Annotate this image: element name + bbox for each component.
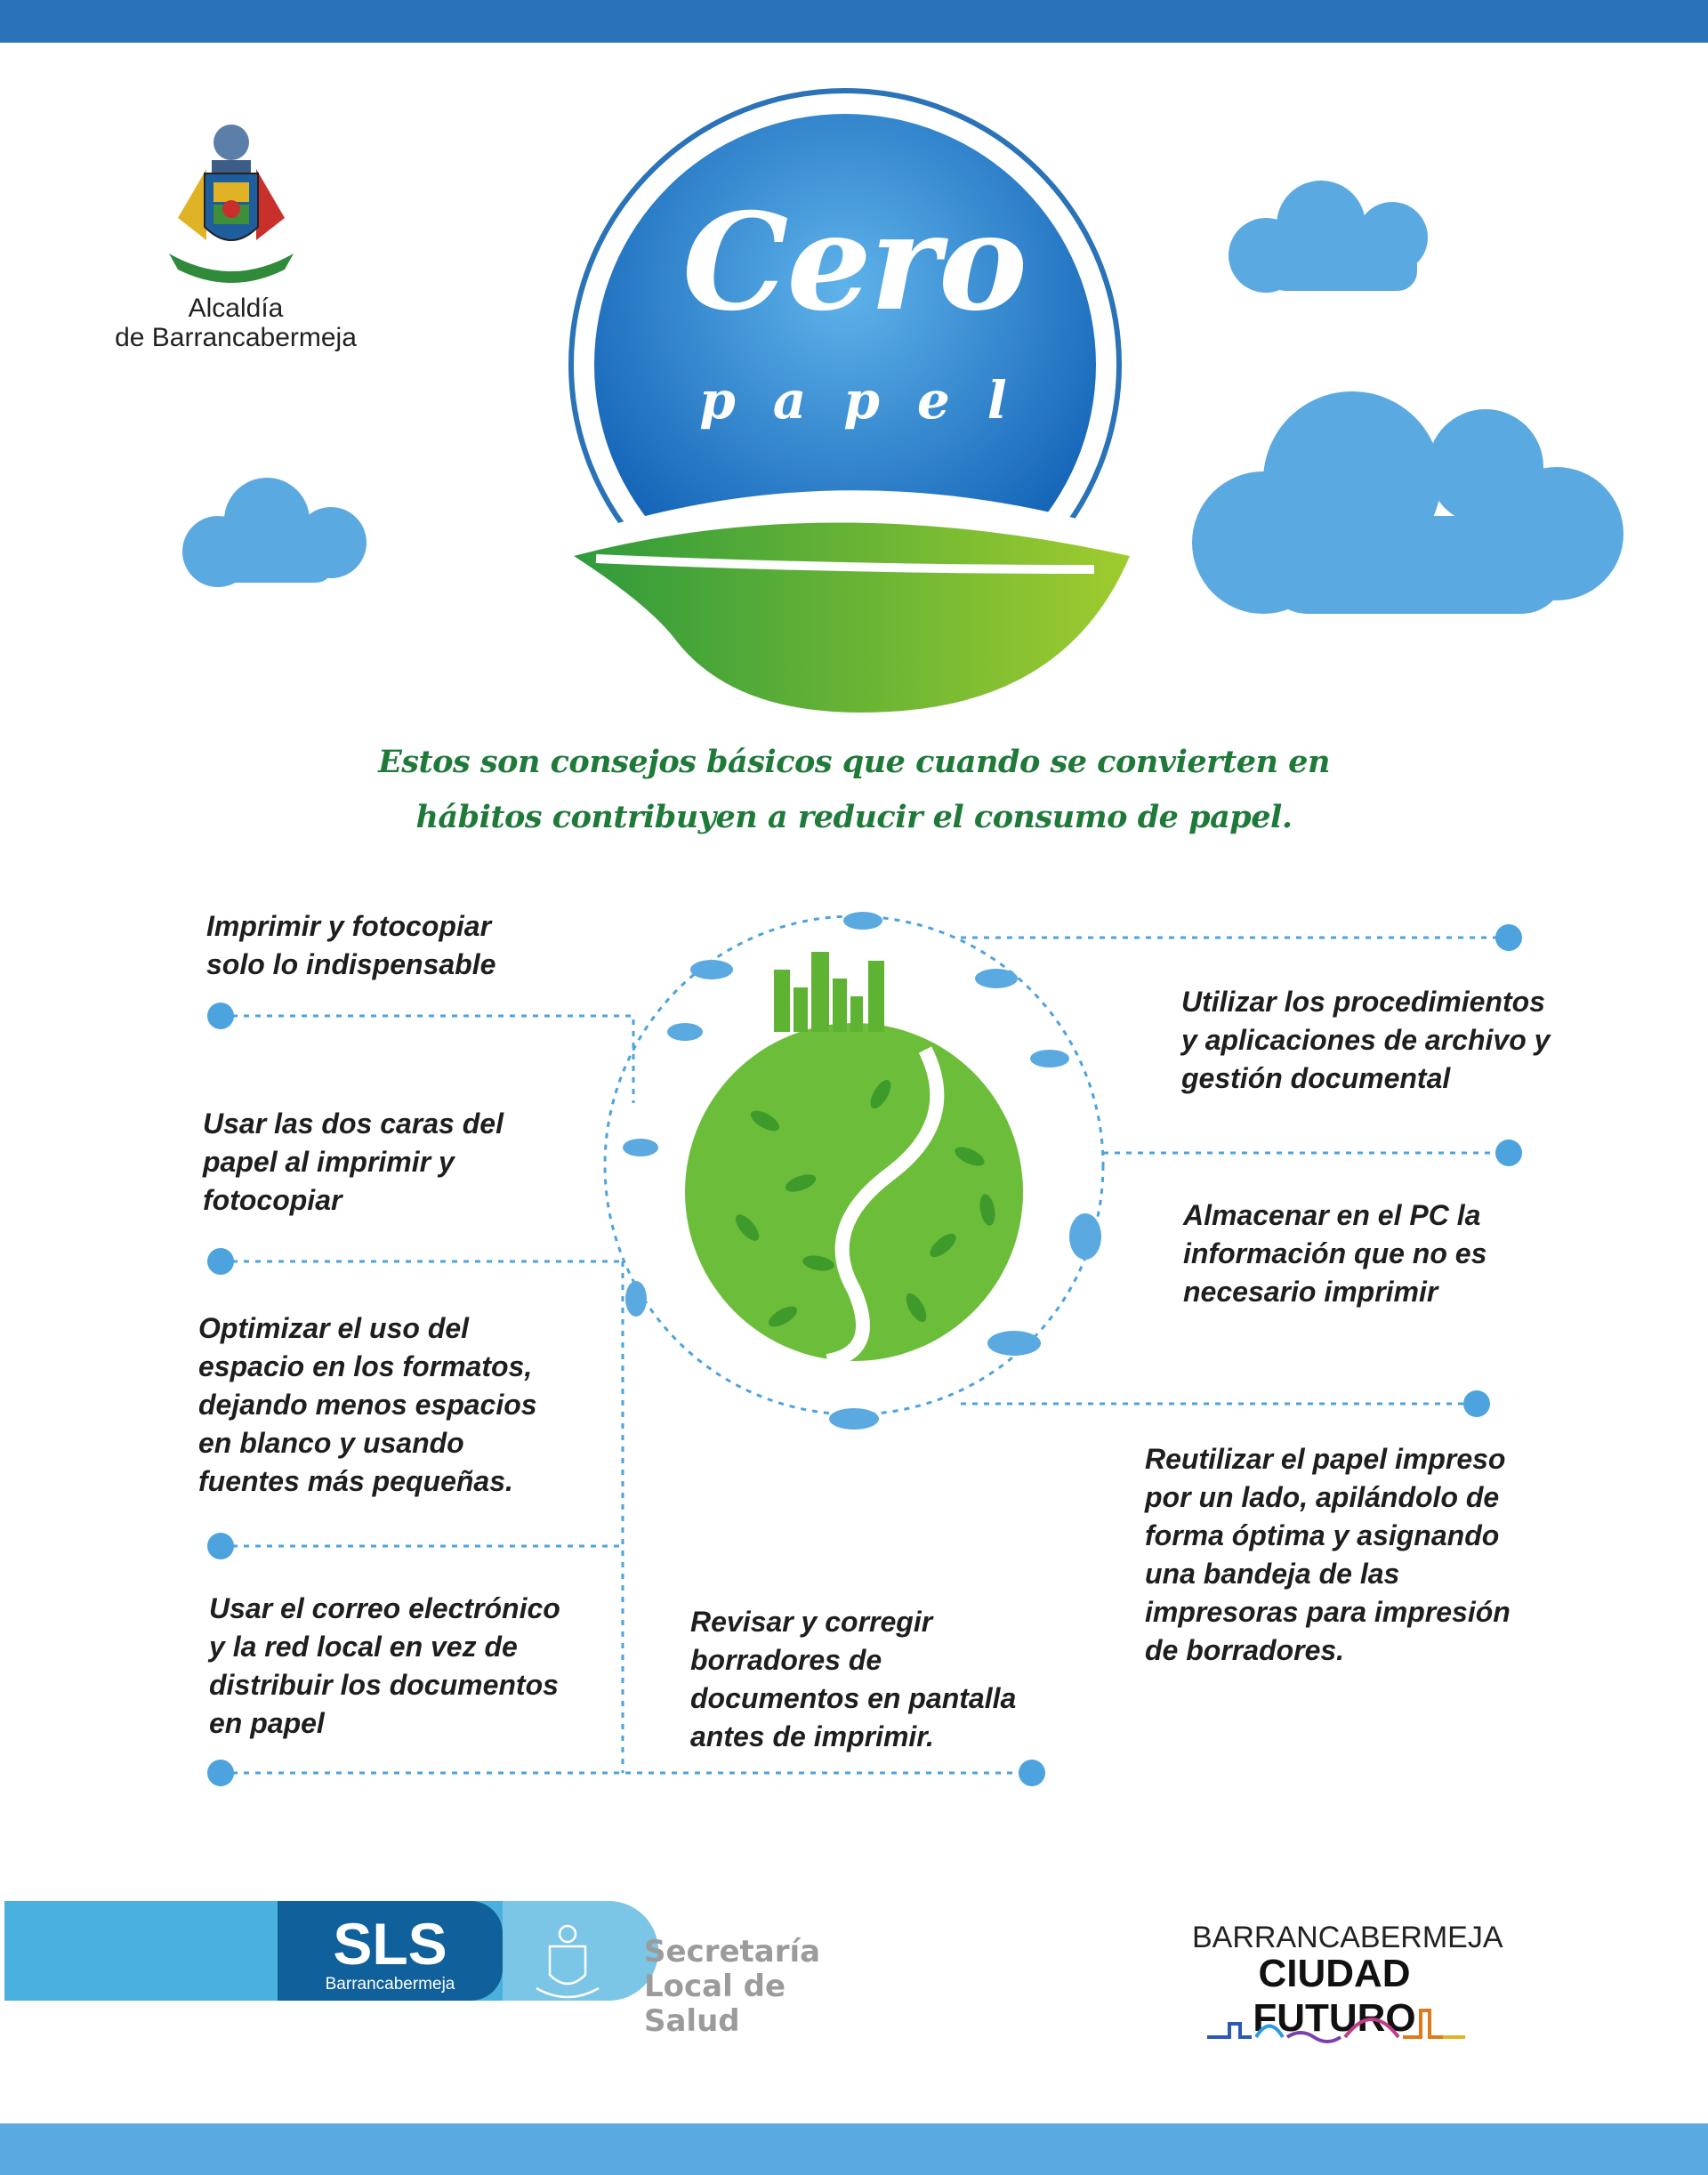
hero-subtitle: papel: [699, 370, 1044, 431]
intro-line1: Estos son consejos básicos que cuando se convierten en: [378, 744, 1330, 780]
salud-line1: Secretaría: [644, 1934, 821, 1970]
tip-line: Usar las dos caras del: [203, 1108, 504, 1140]
tip-optimizar: [198, 1309, 537, 1501]
tip-line: de borradores.: [1145, 1634, 1345, 1666]
tip-line: Reutilizar el papel impreso: [1145, 1443, 1506, 1475]
tip-line: forma óptima y asignando: [1145, 1519, 1500, 1551]
green-planet: [685, 952, 1023, 1361]
tip-line: documentos en pantalla: [690, 1682, 1017, 1714]
tip-line: y aplicaciones de archivo y: [1181, 1024, 1551, 1056]
tip-almacenar: [1183, 1196, 1486, 1311]
tip-line: dejando menos espacios: [198, 1389, 537, 1421]
tip-line: borradores de: [690, 1644, 882, 1676]
tip-line: información que no es: [1183, 1237, 1487, 1269]
tip-line: Almacenar en el PC la: [1183, 1199, 1481, 1231]
tip-line: antes de imprimir.: [690, 1720, 934, 1752]
tip-line: distribuir los documentos: [209, 1669, 559, 1701]
tip-correo: [209, 1590, 560, 1743]
sls-city: Barrancabermeja: [325, 1975, 455, 1994]
secretaria-salud-label: [644, 1935, 820, 2039]
intro-line2: hábitos contribuyen a reducir el consumo de papel.: [415, 799, 1293, 835]
tip-line: Optimizar el uso del: [198, 1312, 470, 1344]
tip-line: en papel: [209, 1707, 325, 1739]
municipality-line1: Alcaldía: [188, 294, 284, 323]
salud-line3: Salud: [644, 2003, 740, 2039]
tip-dos-caras: [203, 1105, 504, 1220]
tip-line: papel al imprimir y: [203, 1146, 455, 1178]
tip-line: Utilizar los procedimientos: [1181, 986, 1545, 1018]
tip-line: Usar el correo electrónico: [209, 1592, 560, 1624]
tip-imprimir: [206, 907, 495, 984]
tip-line: en blanco y usando: [198, 1427, 464, 1459]
tip-line: espacio en los formatos,: [198, 1350, 533, 1382]
tip-line: solo lo indispensable: [206, 948, 496, 980]
sls-abbr: SLS: [333, 1911, 447, 1977]
tip-line: fotocopiar: [203, 1184, 342, 1216]
tip-procedimientos: [1181, 983, 1550, 1098]
tip-line: por un lado, apilándolo de: [1145, 1481, 1500, 1513]
tip-reutilizar: [1145, 1440, 1511, 1670]
tip-line: Revisar y corregir: [690, 1606, 933, 1638]
tip-line: una bandeja de las: [1145, 1558, 1400, 1590]
salud-line2: Local de: [644, 1969, 786, 2004]
city-brand-line2: CIUDAD FUTURO: [1253, 1952, 1416, 2040]
hero-title: Cero: [682, 184, 1026, 341]
tip-line: necesario imprimir: [1183, 1276, 1438, 1308]
tip-revisar: [690, 1603, 1016, 1756]
city-brand-line1: BARRANCABERMEJA: [1192, 1921, 1503, 1954]
health-crest-icon: [532, 1921, 603, 2002]
tip-line: Imprimir y fotocopiar: [206, 910, 492, 942]
tip-line: y la red local en vez de: [209, 1631, 518, 1663]
tip-line: fuentes más pequeñas.: [198, 1465, 513, 1497]
city-skyline-icon: [1203, 1997, 1470, 2050]
municipality-line2: de Barrancabermeja: [115, 323, 357, 352]
bottom-color-bar: [0, 2123, 1708, 2175]
tip-line: impresoras para impresión: [1145, 1596, 1511, 1628]
tip-line: gestión documental: [1181, 1062, 1451, 1094]
